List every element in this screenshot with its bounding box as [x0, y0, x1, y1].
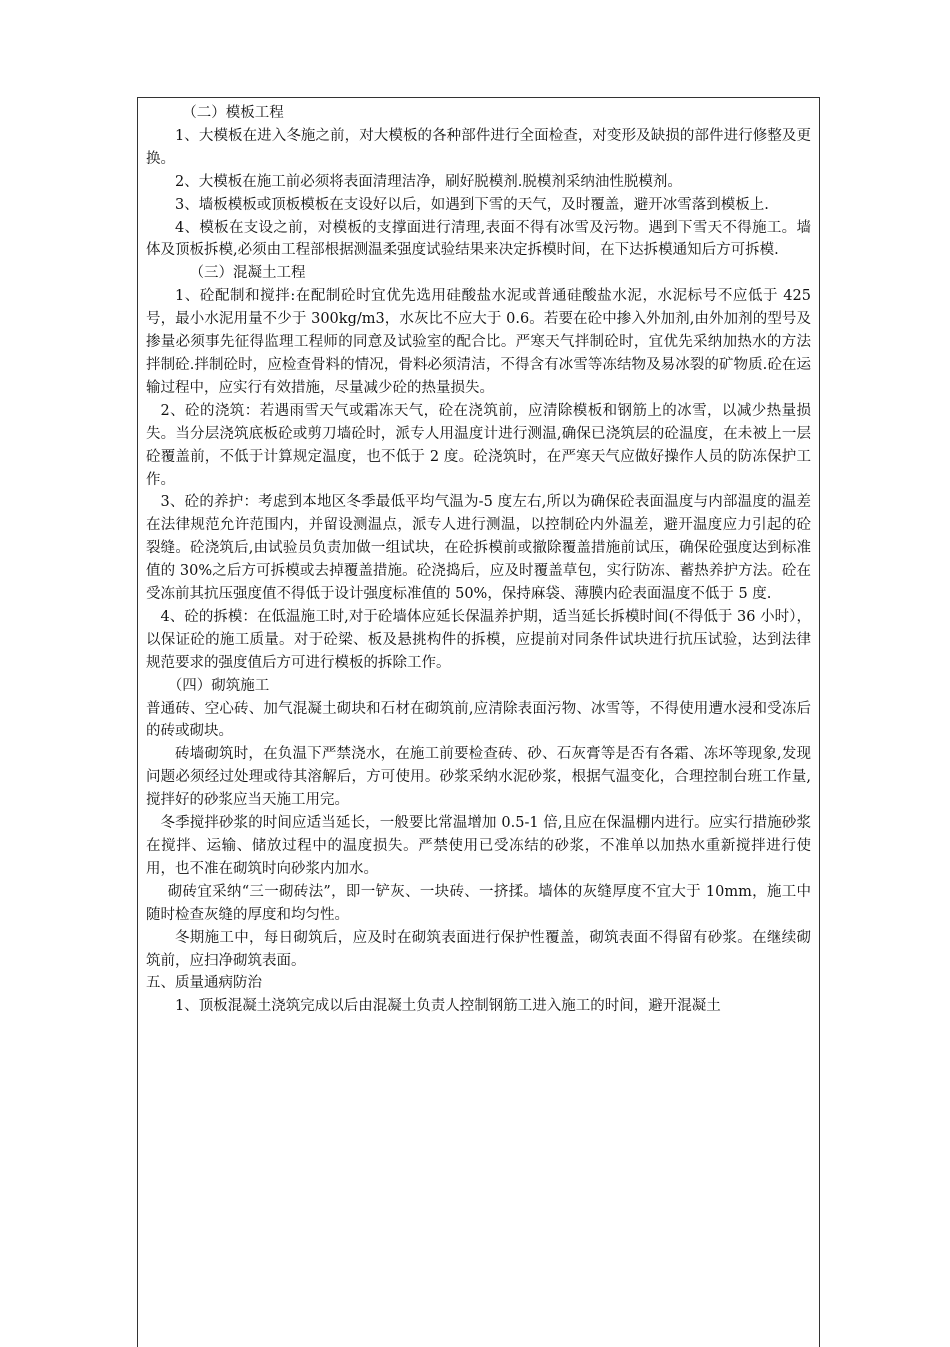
- paragraph: 1、砼配制和搅拌:在配制砼时宜优先选用硅酸盐水泥或普通硅酸盐水泥，水泥标号不应低于 425 号，最小水泥用量不少于 300kg/m3，水灰比不应大于 0.6。若要在砼中掺入外加剂,由外加剂的型号及掺量必须事先征得监理工程师的同意及试验室的配合比。严寒天气拌制砼时，宜优先采纳加热水的方法拌制砼.拌制砼时，应检查骨料的情况，骨料必须清洁，不得含有冰雪等冻结物及易冰裂的矿物质.砼在运输过程中，应实行有效措施，尽量减少砼的热量损失。: [146, 288, 811, 396]
- section-title-concrete: （三）混凝土工程: [189, 265, 306, 282]
- paragraph: 1、大模板在进入冬施之前，对大模板的各种部件进行全面检查，对变形及缺损的部件进行修整及更换。: [146, 127, 811, 167]
- paragraph: 1、顶板混凝土浇筑完成以后由混凝土负责人控制钢筋工进入施工的时间，避开混凝土: [175, 998, 721, 1015]
- document-frame: [137, 97, 820, 1347]
- paragraph: 普通砖、空心砖、加气混凝土砌块和石材在砌筑前,应清除表面污物、冰雪等，不得使用遭水浸和受冻后的砖或砌块。: [146, 700, 811, 740]
- paragraph: 2、砼的浇筑：若遇雨雪天气或霜冻天气，砼在浇筑前，应清除模板和钢筋上的冰雪，以减少热量损失。当分层浇筑底板砼或剪刀墙砼时，派专人用温度计进行测温,确保已浇筑层的砼温度，在未被上一层砼覆盖前，不低于计算规定温度，也不低于 2 度。砼浇筑时，在严寒天气应做好操作人员的防冻保护工作。: [146, 402, 811, 488]
- paragraph: 冬期施工中，每日砌筑后，应及时在砌筑表面进行保护性覆盖，砌筑表面不得留有砂浆。在继续砌筑前，应扫净砌筑表面。: [146, 929, 811, 969]
- paragraph: 3、墙板模板或顶板模板在支设好以后，如遇到下雪的天气，及时覆盖，避开冰雪落到模板上.: [175, 196, 769, 213]
- paragraph: 2、大模板在施工前必须将表面清理洁净，刷好脱模剂.脱模剂采纳油性脱模剂。: [175, 173, 682, 190]
- paragraph: 4、砼的拆模：在低温施工时,对于砼墙体应延长保温养护期，适当延长拆模时间(不得低于 36 小时），以保证砼的施工质量。对于砼梁、板及悬挑构件的拆模，应提前对同条件试块进行抗压试验，达到法律规范要求的强度值后方可进行模板的拆除工作。: [146, 608, 811, 671]
- paragraph: 冬季搅拌砂浆的时间应适当延长，一般要比常温增加 0.5-1 倍,且应在保温棚内进行。应实行措施砂浆在搅拌、运输、储放过程中的温度损失。严禁使用已受冻结的砂浆，不准单以加热水重新搅拌进行使用，也不准在砌筑时向砂浆内加水。: [146, 815, 811, 877]
- paragraph: 3、砼的养护：考虑到本地区冬季最低平均气温为-5 度左右,所以为确保砼表面温度与内部温度的温差在法律规范允许范围内，并留设测温点，派专人进行测温，以控制砼内外温差，避开温度应力引起的砼裂缝。砼浇筑后,由试验员负责加做一组试块，在砼拆模前或撤除覆盖措施前试压，确保砼强度达到标准值的 30%之后方可拆模或去掉覆盖措施。砼浇捣后，应及时覆盖草包，实行防冻、蓄热养护方法。砼在受冻前其抗压强度值不得低于设计强度标准值的 50%，保持麻袋、薄膜内砼表面温度不低于 5 度.: [146, 494, 811, 603]
- section-title-quality: 五、质量通病防治: [146, 975, 262, 992]
- section-title-formwork: （二）模板工程: [182, 105, 284, 121]
- paragraph: 砖墙砌筑时，在负温下严禁浇水，在施工前要检查砖、砂、石灰膏等是否有各霜、冻坏等现象,发现问题必须经过处理或待其溶解后，方可使用。砂浆采纳水泥砂浆，根据气温变化，合理控制台班工作量,搅拌好的砂浆应当天施工用完。: [146, 746, 811, 809]
- paragraph: 4、模板在支设之前，对模板的支撑面进行清理,表面不得有冰雪及污物。遇到下雪天不得施工。墙体及顶板拆模,必须由工程部根据测温柔强度试验结果来决定拆模时间，在下达拆模通知后方可拆模.: [146, 219, 811, 259]
- section-title-masonry: （四）砌筑施工: [167, 677, 270, 694]
- paragraph: 砌砖宜采纳“三一砌砖法”，即一铲灰、一块砖、一挤揉。墙体的灰缝厚度不宜大于 10mm，施工中随时检查灰缝的厚度和均匀性。: [146, 883, 811, 923]
